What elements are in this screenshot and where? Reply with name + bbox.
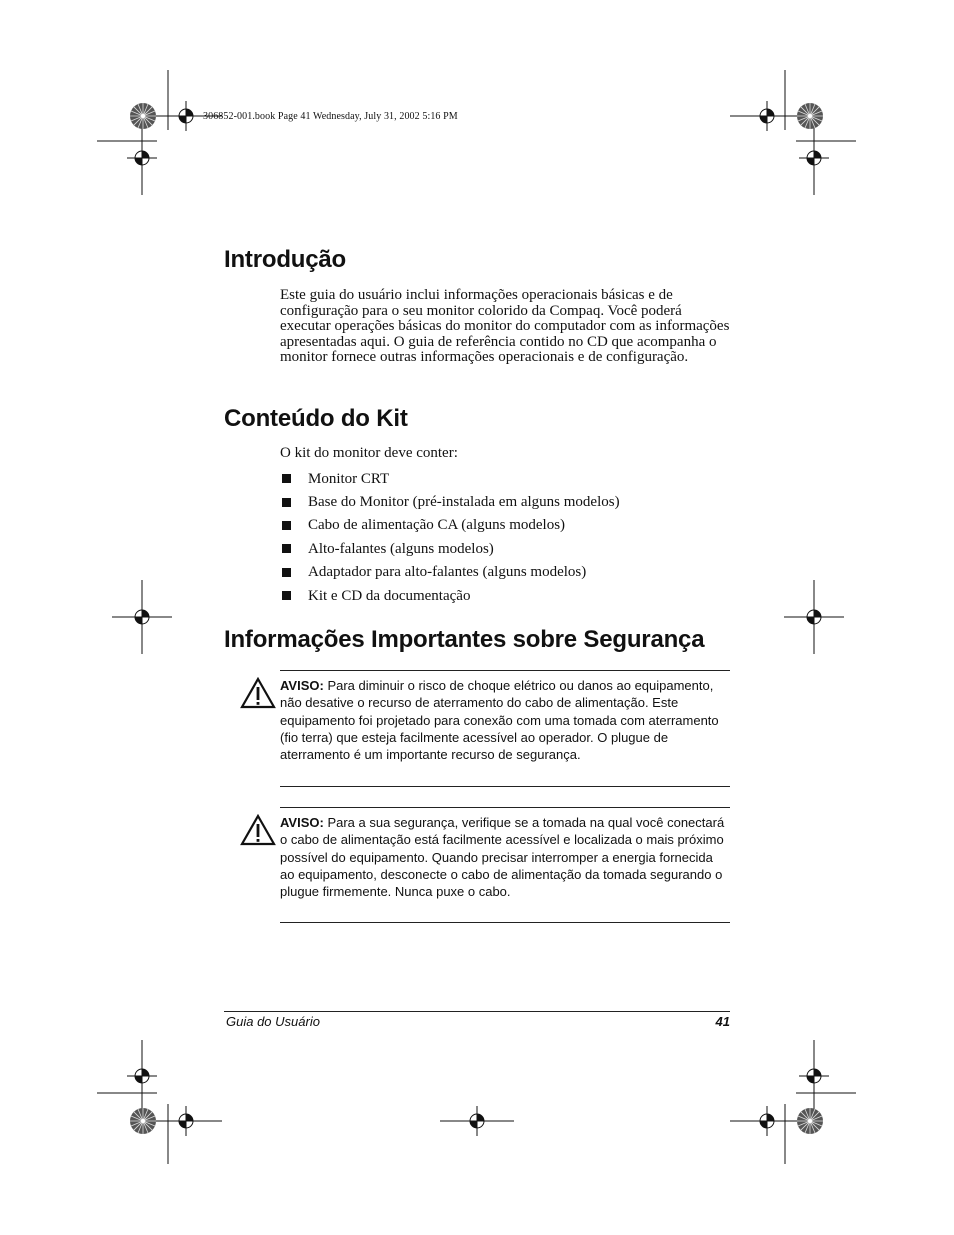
warning-bottom-rule xyxy=(280,786,730,787)
warning-top-rule xyxy=(280,670,730,671)
star-target xyxy=(797,1108,823,1134)
intro-paragraph: Este guia do usuário inclui informações operacionais básicas e de configuração para o seu monitor colorido da Compaq. Você poderá executar operações básicas do monitor do computador com as informações apresentadas aqui. O guia de referência contido no CD que acompanha o monitor fornece outras informações operacionais e de configuração. xyxy=(280,287,730,366)
bullet-square-icon xyxy=(282,591,291,600)
list-item xyxy=(280,584,620,607)
print-header: 306852-001.book Page 41 Wednesday, July 31, 2002 5:16 PM xyxy=(203,111,458,122)
warning-body: Para a sua segurança, verifique se a tomada na qual você conectará o cabo de alimentação está facilmente acessível e localizada o mais próximo possível do equipamento. Quando precisar interromper a energia fornecida ao equipamento, desconecte o cabo de alimentação da tomada segurando o plugue firmemente. Nunca puxe o cabo. xyxy=(280,815,725,900)
warning-top-rule xyxy=(280,807,730,808)
star-target xyxy=(130,1108,156,1134)
warning-triangle-icon xyxy=(240,814,276,846)
kit-lead: O kit do monitor deve conter: xyxy=(280,445,458,461)
kit-list xyxy=(280,467,620,607)
warning-text xyxy=(280,677,730,763)
footer-title: Guia do Usuário xyxy=(226,1014,320,1029)
footer-rule xyxy=(224,1011,730,1012)
list-item-text: Monitor CRT xyxy=(308,470,390,487)
bullet-square-icon xyxy=(282,544,291,553)
list-item-text: Kit e CD da documentação xyxy=(308,587,471,604)
warning-label: AVISO: xyxy=(280,815,324,830)
heading-seguranca: Informações Importantes sobre Segurança xyxy=(224,626,705,653)
warning-body: Para diminuir o risco de choque elétrico ou danos ao equipamento, não desative o recurso de aterramento do cabo de alimentação. Este equipamento foi projetado para conexão com uma tomada com aterramento (fio terra) que esteja facilmente acessível ao operador. O plugue de aterramento é um importante recurso de segurança. xyxy=(280,678,719,763)
warning-label: AVISO: xyxy=(280,678,324,693)
list-item xyxy=(280,561,620,584)
list-item-text: Cabo de alimentação CA (alguns modelos) xyxy=(308,517,566,534)
list-item xyxy=(280,467,620,490)
warning-bottom-rule xyxy=(280,922,730,923)
heading-introducao: Introdução xyxy=(224,246,346,273)
bullet-square-icon xyxy=(282,568,291,577)
list-item-text: Adaptador para alto-falantes (alguns modelos) xyxy=(308,564,587,581)
list-item-text: Alto-falantes (alguns modelos) xyxy=(308,540,494,557)
star-target xyxy=(797,103,823,129)
bullet-square-icon xyxy=(282,521,291,530)
bullet-square-icon xyxy=(282,474,291,483)
list-item xyxy=(280,514,620,537)
warning-text xyxy=(280,814,730,900)
list-item-text: Base do Monitor (pré-instalada em alguns modelos) xyxy=(308,494,620,511)
list-item xyxy=(280,537,620,560)
warning-triangle-icon xyxy=(240,677,276,709)
star-target xyxy=(130,103,156,129)
list-item xyxy=(280,490,620,513)
page-number: 41 xyxy=(715,1014,730,1029)
bullet-square-icon xyxy=(282,498,291,507)
heading-conteudo-kit: Conteúdo do Kit xyxy=(224,405,408,432)
